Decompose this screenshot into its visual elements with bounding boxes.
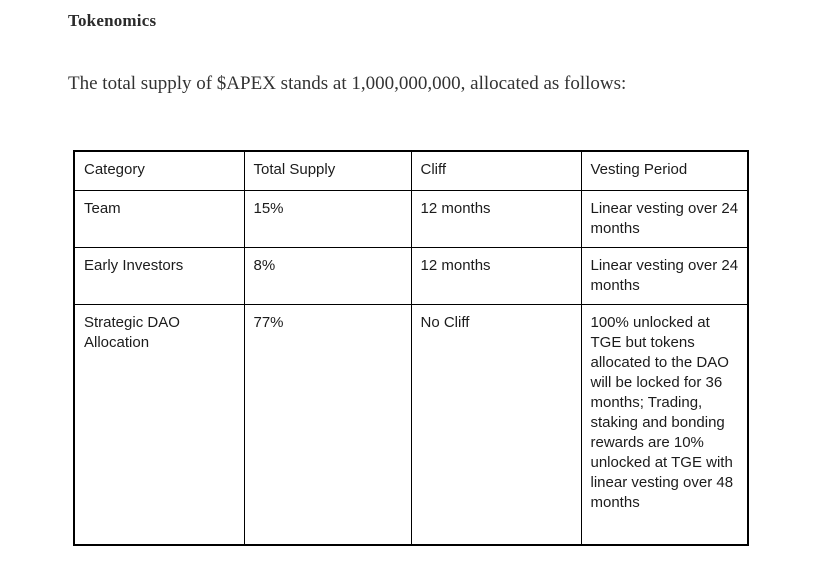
- table-row-early-investors: [74, 248, 748, 305]
- cell-category: Team: [74, 191, 244, 248]
- table-header-row: [74, 151, 748, 191]
- column-header-cliff: Cliff: [411, 151, 581, 191]
- column-header-category: Category: [74, 151, 244, 191]
- cell-vesting-period: Linear vesting over 24 months: [581, 248, 748, 305]
- cell-cliff: 12 months: [411, 248, 581, 305]
- cell-cliff: 12 months: [411, 191, 581, 248]
- cell-vesting-period: Linear vesting over 24 months: [581, 191, 748, 248]
- cell-category: Strategic DAO Allocation: [74, 305, 244, 545]
- cell-total-supply: 8%: [244, 248, 411, 305]
- column-header-vesting-period: Vesting Period: [581, 151, 748, 191]
- cell-category: Early Investors: [74, 248, 244, 305]
- cell-cliff: No Cliff: [411, 305, 581, 545]
- page-title: Tokenomics: [68, 11, 157, 30]
- tokenomics-table: [73, 150, 749, 546]
- cell-total-supply: 15%: [244, 191, 411, 248]
- table-row-team: [74, 191, 748, 248]
- table-row-strategic-dao-allocation: [74, 305, 748, 545]
- intro-paragraph: The total supply of $APEX stands at 1,000,000,000, allocated as follows:: [68, 73, 627, 95]
- cell-vesting-period: 100% unlocked at TGE but tokens allocated to the DAO will be locked for 36 months; Trading, staking and bonding rewards are 10% unlocked at TGE with linear vesting over 48 months: [581, 305, 748, 545]
- column-header-total-supply: Total Supply: [244, 151, 411, 191]
- cell-total-supply: 77%: [244, 305, 411, 545]
